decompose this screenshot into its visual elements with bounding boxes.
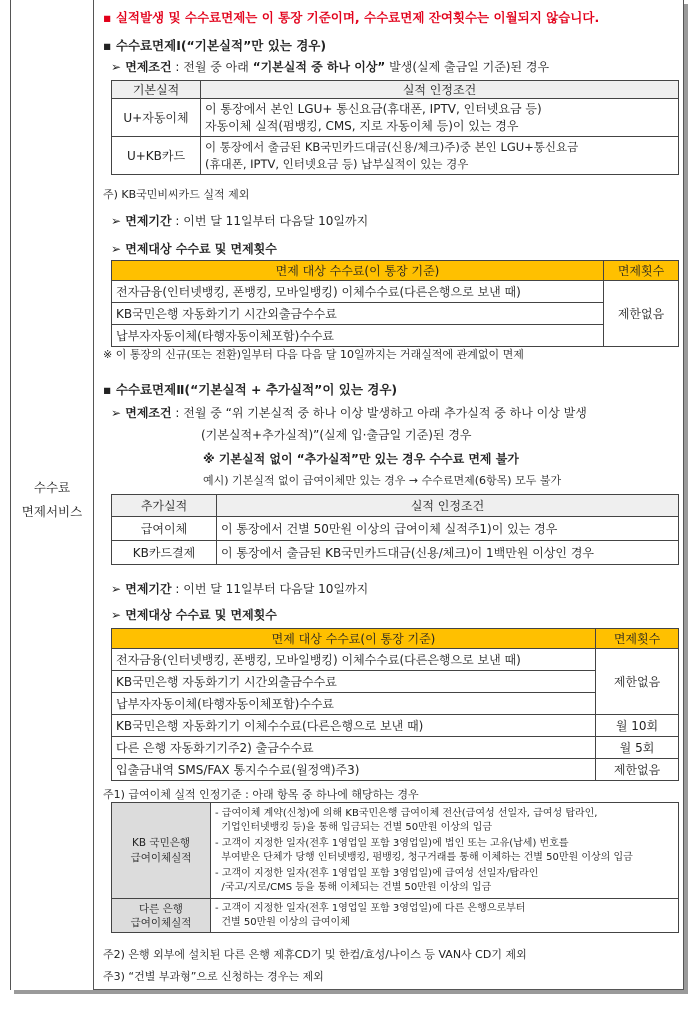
fee-count: 제한없음 <box>596 759 679 781</box>
side-column <box>11 0 94 990</box>
header-basic: 기본실적 <box>112 81 201 99</box>
period-value: : 이번 달 11일부터 다음달 10일까지 <box>171 582 369 596</box>
fee-item: 전자금융(인터넷뱅킹, 폰뱅킹, 모바일뱅킹) 이체수수료(다른은행으로 보낸 때) <box>112 649 596 671</box>
kb-items <box>211 803 679 899</box>
count-header: 면제횟수 <box>604 261 679 281</box>
kb-label-line: KB 국민은행 <box>132 836 190 849</box>
fee-count: 제한없음 <box>596 649 679 715</box>
footnote3: 주3) “건별 부과형”으로 신청하는 경우는 제외 <box>103 970 324 983</box>
fee-header: 면제 대상 수수료(이 통장 기준) <box>112 261 604 281</box>
fee-item: 입출금내역 SMS/FAX 통지수수료(월정액)주3) <box>112 759 596 781</box>
page-frame <box>10 0 684 990</box>
payroll-criteria-table <box>111 802 679 933</box>
additional-performance-table <box>111 494 679 565</box>
row-name: KB카드결제 <box>112 541 217 565</box>
other-bank-label <box>112 899 211 933</box>
footnote1: 주1) 급여이체 실적 인정기준 : 아래 항목 중 하나에 해당하는 경우 <box>103 788 419 801</box>
footnote2: 주2) 은행 외부에 설치된 다른 은행 제휴CD기 및 한컴/효성/나이스 등 VAN사 CD기 제외 <box>103 948 527 961</box>
fee-count: 제한없음 <box>604 281 679 347</box>
row-condition: 이 통장에서 출금된 KB국민카드대금(신용/체크)이 1백만원 이상인 경우 <box>217 541 679 565</box>
page-shadow-right <box>684 4 688 994</box>
fee-item: 전자금융(인터넷뱅킹, 폰뱅킹, 모바일뱅킹) 이체수수료(다른은행으로 보낸 때) <box>112 281 604 303</box>
fee-table-2 <box>111 628 679 781</box>
fee-count: 월 10회 <box>596 715 679 737</box>
side-label <box>11 476 93 524</box>
fee-count: 월 5회 <box>596 737 679 759</box>
period-label: ➢ 면제기간 <box>111 582 172 596</box>
kb-item-line: 기업인터넷뱅킹 등)을 통해 입금되는 건별 50만원 이상의 입금 <box>215 821 493 833</box>
condition-pre: : 전월 중 아래 <box>171 60 253 74</box>
section2-condition-line2: (기본실적+추가실적)”(실제 입·출금일 기준)된 경우 <box>201 428 472 442</box>
section1-target: ➢ 면제대상 수수료 및 면제횟수 <box>111 242 277 256</box>
header-condition: 실적 인정조건 <box>201 81 679 99</box>
fee-item: 다른 은행 자동화기기주2) 출금수수료 <box>112 737 596 759</box>
other-label-line: 다른 은행 <box>139 902 183 915</box>
fee-table-1 <box>111 260 679 347</box>
cond-line: 자동이체 실적(펌뱅킹, CMS, 지로 자동이체 등)이 있는 경우 <box>205 118 519 133</box>
side-label-line1: 수수료 <box>33 480 71 495</box>
cond-line: 이 통장에서 본인 LGU+ 통신요금(휴대폰, IPTV, 인터넷요금 등) <box>205 101 542 116</box>
section2-example: 예시) 기본실적 없이 급여이체만 있는 경우 → 수수료면제(6항목) 모두 불가 <box>203 474 562 487</box>
other-item-line: - 고객이 지정한 일자(전후 1영업일 포함 3영업일)에 다른 은행으로부터 <box>215 902 526 914</box>
fee-item: KB국민은행 자동화기기 이체수수료(다른은행으로 보낸 때) <box>112 715 596 737</box>
kb-item-line: - 급여이체 계약(신청)에 의해 KB국민은행 급여이체 전산(급여성 선일자, 급여성 탑라인, <box>215 807 598 819</box>
side-label-line2: 면제서비스 <box>21 504 83 519</box>
kb-label <box>112 803 211 899</box>
condition-post: 발생(실제 출금일 기준)된 경우 <box>385 60 550 74</box>
section2-condition <box>111 404 587 421</box>
kb-label-line: 급여이체실적 <box>130 851 192 864</box>
page-shadow-bottom <box>14 990 688 994</box>
section1-title: ▪ 수수료면제Ⅰ(“기본실적”만 있는 경우) <box>103 38 327 53</box>
fee-item: 납부자자동이체(타행자동이체포함)수수료 <box>112 693 596 715</box>
other-bank-item <box>211 899 679 933</box>
condition-line1: : 전월 중 “위 기본실적 중 하나 이상 발생하고 아래 추가실적 중 하나 이상 발생 <box>171 406 587 420</box>
header-condition: 실적 인정조건 <box>217 495 679 517</box>
row-name: U+KB카드 <box>112 137 201 175</box>
section1-condition <box>111 58 549 75</box>
section2-warning: ※ 기본실적 없이 “추가실적”만 있는 경우 수수료 면제 불가 <box>203 452 519 466</box>
fee-item: KB국민은행 자동화기기 시간외출금수수료 <box>112 671 596 693</box>
header-additional: 추가실적 <box>112 495 217 517</box>
row-condition: 이 통장에서 건별 50만원 이상의 급여이체 실적주1)이 있는 경우 <box>217 517 679 541</box>
row-condition <box>201 99 679 137</box>
section1-note: ※ 이 통장의 신규(또는 전환)일부터 다음 다음 달 10일까지는 거래실적에 관계없이 면제 <box>103 348 524 361</box>
other-label-line: 급여이체실적 <box>130 916 192 929</box>
period-label: ➢ 면제기간 <box>111 214 172 228</box>
section2-period <box>111 580 368 597</box>
period-value: : 이번 달 11일부터 다음달 10일까지 <box>171 214 369 228</box>
kb-item-line: - 고객이 지정한 일자(전후 1영업일 포함 3영업일)에 법인 또는 고유(납세) 번호를 <box>215 837 569 849</box>
section1-period <box>111 212 368 229</box>
kb-item-line: 부여받은 단체가 당행 인터넷뱅킹, 펌뱅킹, 청구거래를 통해 이체하는 건별 50만원 이상의 입금 <box>215 851 633 863</box>
cond-line: (휴대폰, IPTV, 인터넷요금 등) 납부실적이 있는 경우 <box>205 156 469 171</box>
fee-item: KB국민은행 자동화기기 시간외출금수수료 <box>112 303 604 325</box>
count-header: 면제횟수 <box>596 629 679 649</box>
fee-item: 납부자자동이체(타행자동이체포함)수수료 <box>112 325 604 347</box>
notice: ▪ 실적발생 및 수수료면제는 이 통장 기준이며, 수수료면제 잔여횟수는 이월되지 않습니다. <box>103 10 600 25</box>
fee-header: 면제 대상 수수료(이 통장 기준) <box>112 629 596 649</box>
section1-footnote: 주) KB국민비씨카드 실적 제외 <box>103 188 250 201</box>
other-item-line: 건별 50만원 이상의 급여이체 <box>215 916 350 928</box>
section2-target: ➢ 면제대상 수수료 및 면제횟수 <box>111 608 277 622</box>
section2-title: ▪ 수수료면제Ⅱ(“기본실적 + 추가실적”이 있는 경우) <box>103 382 398 397</box>
condition-bold: “기본실적 중 하나 이상” <box>252 60 386 74</box>
kb-item-line: /국고/지로/CMS 등을 통해 이체되는 건별 50만원 이상의 입금 <box>215 881 492 893</box>
condition-label: ➢ 면제조건 <box>111 60 172 74</box>
row-name: U+자동이체 <box>112 99 201 137</box>
kb-item-line: - 고객이 지정한 일자(전후 1영업일 포함 3영업일)에 급여성 선일자/탑라인 <box>215 867 539 879</box>
cond-line: 이 통장에서 출금된 KB국민카드대금(신용/체크)주)중 본인 LGU+통신요금 <box>205 139 579 154</box>
condition-label: ➢ 면제조건 <box>111 406 172 420</box>
basic-performance-table <box>111 80 679 175</box>
row-condition <box>201 137 679 175</box>
row-name: 급여이체 <box>112 517 217 541</box>
